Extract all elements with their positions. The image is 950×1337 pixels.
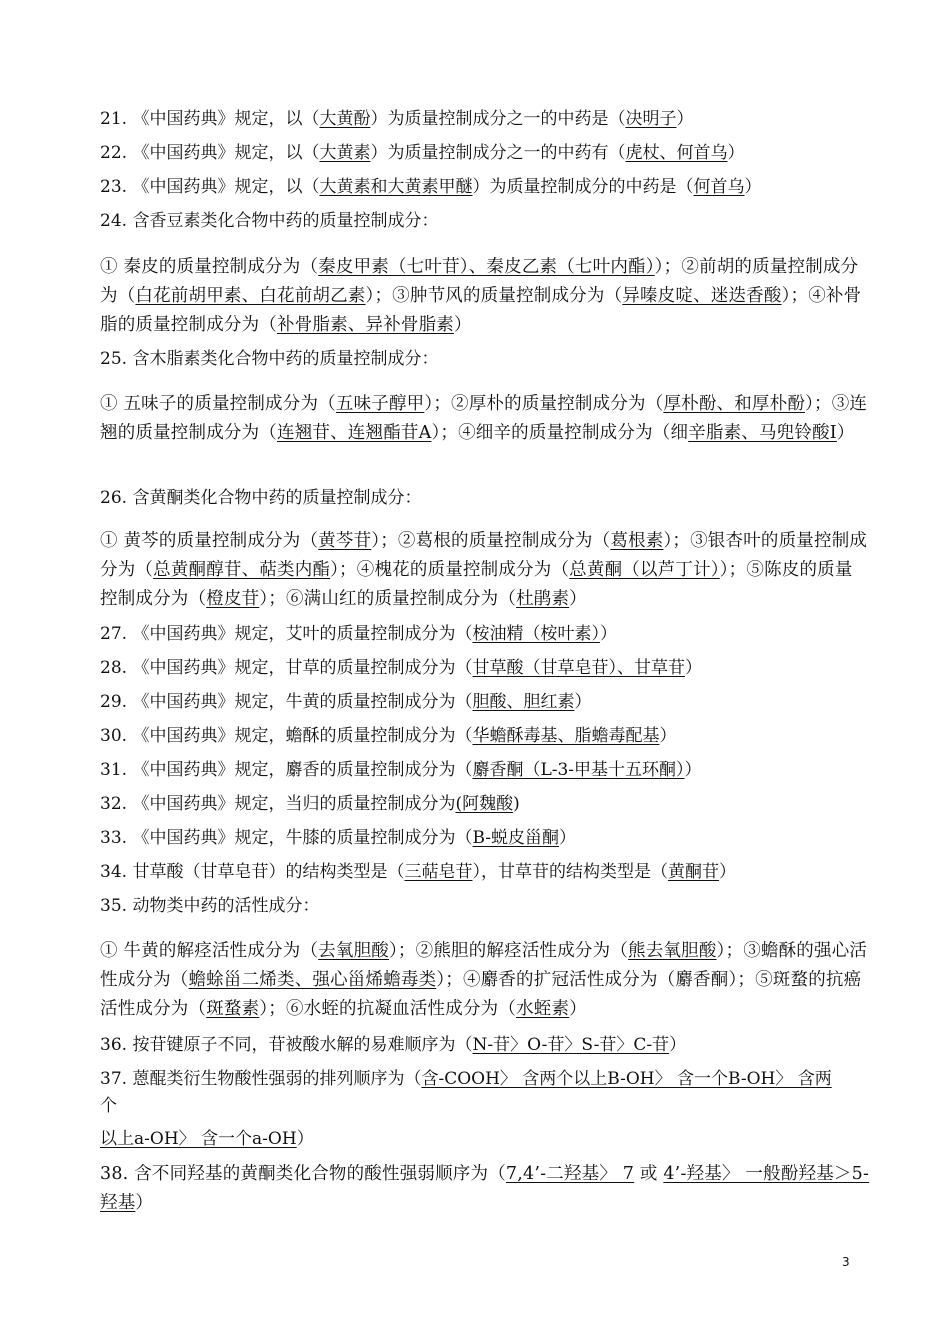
answer-text: 补骨脂素、异补骨脂素	[277, 315, 454, 335]
text-segment: 或	[634, 1164, 664, 1184]
answer-text: 白花前胡甲素、白花前胡乙素	[135, 286, 366, 306]
text-segment: ）为质量控制成分之一的中药是（	[370, 109, 626, 129]
text-segment: ）；③银杏叶的质量控制成分为（	[100, 531, 868, 580]
text-segment: 30. 《中国药典》规定，蟾酥的质量控制成分为（	[100, 726, 473, 746]
text-segment: ）；③肿节风的质量控制成分为（	[365, 286, 623, 306]
item-37-line1	[100, 1067, 875, 1091]
text-segment: ）为质量控制成分的中药是（	[472, 177, 694, 197]
text-segment: )	[513, 794, 520, 814]
answer-text: 水蛭素	[516, 999, 570, 1019]
item-24-body	[100, 253, 870, 340]
answer-text: 甘草酸（甘草皂苷）、甘草苷	[472, 658, 685, 678]
item-35-body	[100, 937, 870, 1024]
answer-text: 大黄酚	[319, 109, 371, 129]
answer-text: 胆酸、胆红素	[472, 692, 575, 712]
text-segment: ）；②前胡的质量控制成分为（	[100, 257, 859, 306]
text-segment: ）；③连翘的质量控制成分为（	[100, 394, 868, 443]
text-segment: 37. 蒽醌类衍生物酸性强弱的排列顺序为（	[100, 1069, 422, 1089]
answer-text: 以上a-OH〉 含一个a-OH	[100, 1129, 297, 1149]
text-segment: ）	[569, 589, 587, 609]
answer-text: 大黄素	[319, 143, 371, 163]
answer-text: 4’-羟基〉 一般酚羟基＞5-羟基	[100, 1164, 870, 1213]
text-segment: ）	[744, 177, 762, 197]
answer-text: 橙皮苷	[206, 589, 260, 609]
answer-text: 含-COOH〉 含两个以上B-OH〉 含一个B-OH〉 含两	[421, 1069, 832, 1089]
text-segment: 25. 含木脂素类化合物中药的质量控制成分：	[100, 349, 439, 369]
item-23	[100, 175, 875, 199]
text-segment: ）	[727, 143, 745, 163]
item-28	[100, 656, 875, 680]
item-35-heading	[100, 894, 875, 918]
text-segment: 31. 《中国药典》规定，麝香的质量控制成分为（	[100, 760, 473, 780]
text-segment: 28. 《中国药典》规定，甘草的质量控制成分为（	[100, 658, 473, 678]
item-38	[100, 1160, 870, 1218]
text-segment: ）	[599, 624, 617, 644]
item-31	[100, 758, 875, 782]
answer-text: 葛根素	[610, 531, 664, 551]
answer-text: 桉油精（桉叶素）	[472, 624, 600, 644]
text-segment: ）；②葛根的质量控制成分为（	[371, 531, 611, 551]
answer-text: 黄芩苷	[318, 531, 372, 551]
item-30	[100, 724, 875, 748]
item-37-line2	[100, 1094, 875, 1118]
answer-text: (阿魏酸	[455, 794, 514, 814]
text-segment: 27. 《中国药典》规定，艾叶的质量控制成分为（	[100, 624, 473, 644]
answer-text: 熊去氧胆酸	[628, 941, 717, 961]
text-segment: ）	[135, 1193, 154, 1213]
answer-text: 何首乌	[693, 177, 745, 197]
text-segment: 35. 动物类中药的活性成分：	[100, 896, 320, 916]
text-segment: 34. 甘草酸（甘草皂苷）的结构类型是（	[100, 862, 405, 882]
item-25-body	[100, 390, 870, 448]
text-segment: ）	[836, 423, 855, 443]
text-segment: ① 牛黄的解痉活性成分为（	[100, 941, 319, 961]
text-segment: 个	[100, 1096, 117, 1116]
text-segment: 24. 含香豆素类化合物中药的质量控制成分：	[100, 211, 439, 231]
text-segment: ）；④细辛的质量控制成分为（细	[431, 423, 689, 443]
item-34	[100, 860, 875, 884]
text-segment: ）；②熊胆的解痉活性成分为（	[388, 941, 629, 961]
answer-text: 厚朴酚、和厚朴酚	[663, 394, 806, 414]
text-segment: 26. 含黄酮类化合物中药的质量控制成分：	[100, 488, 422, 508]
text-segment: ）	[559, 828, 577, 848]
text-segment: ）	[574, 692, 592, 712]
text-segment: 21. 《中国药典》规定，以（	[100, 109, 320, 129]
answer-text: N-苷〉O-苷〉S-苷〉C-苷	[472, 1035, 670, 1055]
text-segment: 23. 《中国药典》规定，以（	[100, 177, 320, 197]
item-32	[100, 792, 875, 816]
text-segment: ）；④补骨脂的质量控制成分为（	[100, 286, 862, 335]
answer-text: 秦皮甲素（七叶苷）、秦皮乙素（七叶内酯）	[318, 257, 655, 277]
item-25-heading	[100, 347, 875, 371]
item-24-heading	[100, 209, 875, 233]
answer-text: 连翘苷、连翘酯苷A	[277, 423, 432, 443]
item-26-heading	[100, 486, 875, 510]
answer-text: 辛脂素、马兜铃酸I	[688, 423, 837, 443]
answer-text: 五味子醇甲	[335, 394, 425, 414]
text-segment: ）；②厚朴的质量控制成分为（	[424, 394, 664, 414]
text-segment: ）	[659, 726, 677, 746]
text-segment: ）	[684, 760, 702, 780]
answer-text: 华蟾酥毒基、脂蟾毒配基	[472, 726, 660, 746]
text-segment: ）；⑥满山红的质量控制成分为（	[259, 589, 517, 609]
answer-text: 总黄酮醇苷、萜类内酯	[153, 560, 331, 580]
text-segment: ），甘草苷的结构类型是（	[472, 862, 668, 882]
answer-text: B-蜕皮甾酮	[472, 828, 560, 848]
answer-text: 虎杖、何首乌	[625, 143, 728, 163]
answer-text: 三萜皂苷	[404, 862, 473, 882]
text-segment: ① 五味子的质量控制成分为（	[100, 394, 336, 414]
answer-text: 黄酮苷	[667, 862, 719, 882]
text-segment: ）；④槐花的质量控制成分为（	[330, 560, 570, 580]
text-segment: ① 黄芩的质量控制成分为（	[100, 531, 319, 551]
text-segment: ① 秦皮的质量控制成分为（	[100, 257, 319, 277]
text-segment: ）；④麝香的扩冠活性成分为（麝香酮）；⑤斑蝥的抗癌活性成分为（	[100, 970, 862, 1019]
text-segment: ）	[684, 658, 702, 678]
text-segment: 32. 《中国药典》规定，当归的质量控制成分为	[100, 794, 456, 814]
item-29	[100, 690, 875, 714]
text-segment: 22. 《中国药典》规定，以（	[100, 143, 320, 163]
text-segment: 33. 《中国药典》规定，牛膝的质量控制成分为（	[100, 828, 473, 848]
text-segment: ）；⑤陈皮的质量控制成分为（	[100, 560, 853, 609]
answer-text: 斑蝥素	[206, 999, 260, 1019]
text-segment: ）	[454, 315, 472, 335]
text-segment: ）	[569, 999, 587, 1019]
text-segment: ）	[669, 1035, 687, 1055]
text-segment: ）为质量控制成分之一的中药有（	[370, 143, 626, 163]
item-22	[100, 141, 875, 165]
text-segment: ）	[676, 109, 694, 129]
answer-text: 异嗪皮啶、迷迭香酸	[622, 286, 782, 306]
answer-text: 大黄素和大黄素甲醚	[319, 177, 473, 197]
answer-text: 决明子	[625, 109, 677, 129]
answer-text: 蟾蜍甾二烯类、强心甾烯蟾毒类	[188, 970, 437, 990]
text-segment: ）；③蟾酥的强心活性成分为（	[100, 941, 868, 990]
item-33	[100, 826, 875, 850]
answer-text: 去氧胆酸	[318, 941, 389, 961]
text-segment: ）；⑥水蛭的抗凝血活性成分为（	[259, 999, 517, 1019]
answer-text: 杜鹃素	[516, 589, 570, 609]
text-segment: ）	[718, 862, 736, 882]
answer-text: 7,4’-二羟基〉 7	[505, 1164, 635, 1184]
item-26-body	[100, 527, 870, 614]
answer-text: 麝香酮（L-3-甲基十五环酮）	[472, 760, 685, 780]
item-21	[100, 107, 875, 131]
page-number: 3	[842, 1255, 850, 1269]
text-segment: ）	[296, 1129, 314, 1149]
answer-text: 总黄酮（以芦丁计）	[569, 560, 720, 580]
text-segment: 29. 《中国药典》规定，牛黄的质量控制成分为（	[100, 692, 473, 712]
item-37-line3	[100, 1127, 875, 1151]
text-segment: 36. 按苷键原子不同，苷被酸水解的易难顺序为（	[100, 1035, 473, 1055]
text-segment: 38. 含不同羟基的黄酮类化合物的酸性强弱顺序为（	[100, 1164, 506, 1184]
item-27	[100, 622, 875, 646]
item-36	[100, 1033, 875, 1057]
